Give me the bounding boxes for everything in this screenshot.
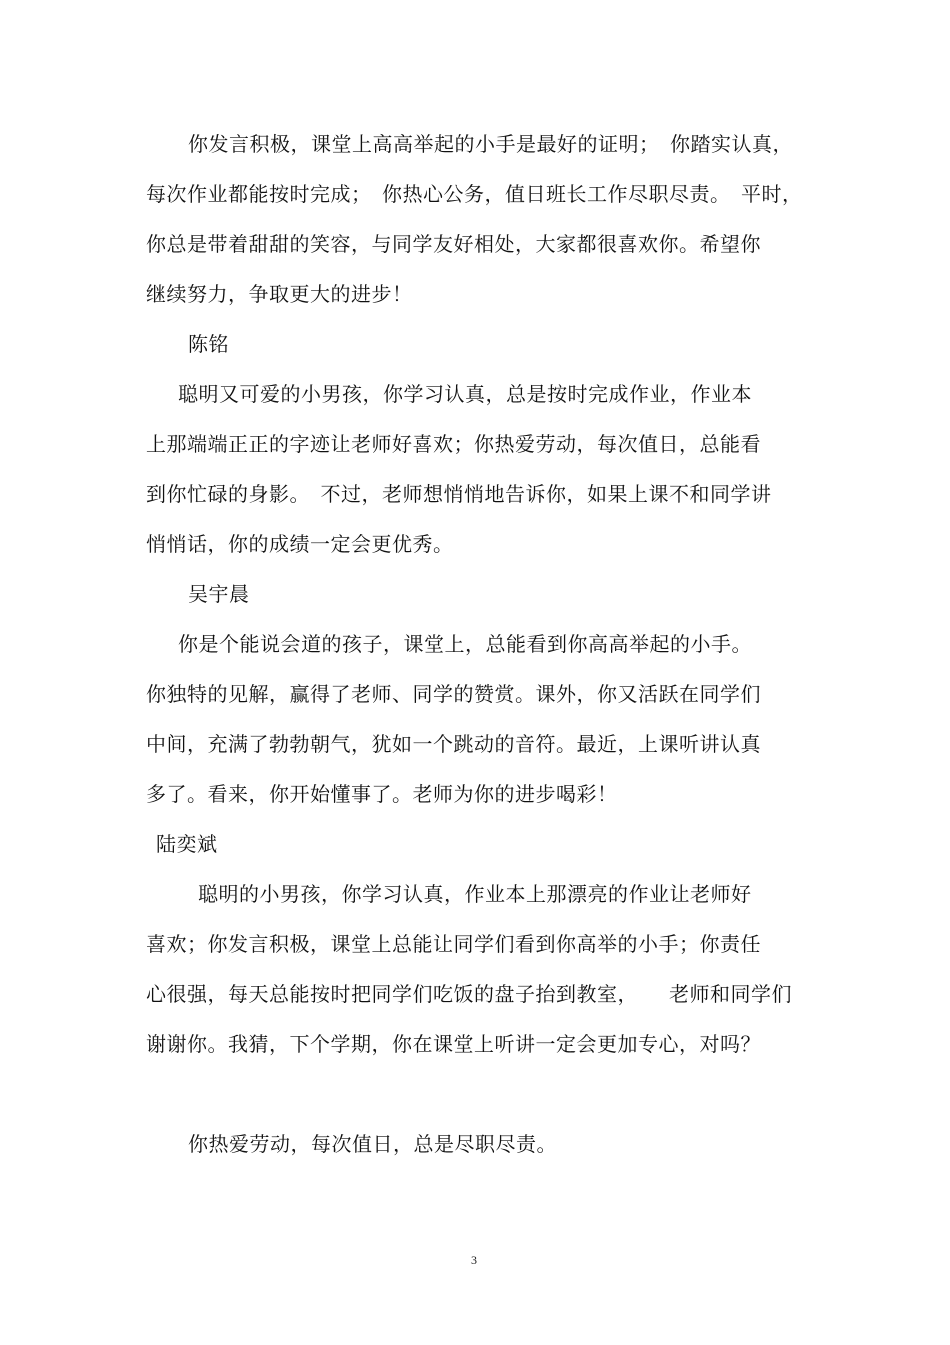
paragraph-2-line-3: 到你忙碌的身影。 不过，老师想悄悄地告诉你，如果上课不和同学讲 (146, 482, 772, 506)
paragraph-4-line-3: 心很强，每天总能按时把同学们吃饭的盘子抬到教室， 老师和同学们 (146, 982, 792, 1006)
paragraph-4-line-4: 谢谢你。我猜，下个学期，你在课堂上听讲一定会更加专心，对吗？ (146, 1032, 761, 1056)
paragraph-3-line-3: 中间，充满了勃勃朝气，犹如一个跳动的音符。最近，上课听讲认真 (146, 732, 761, 756)
paragraph-1-line-2: 每次作业都能按时完成； 你热心公务，值日班长工作尽职尽责。 平时， (146, 182, 803, 206)
paragraph-2-line-2: 上那端端正正的字迹让老师好喜欢；你热爱劳动，每次值日，总能看 (146, 432, 761, 456)
paragraph-3-line-4: 多了。看来，你开始懂事了。老师为你的进步喝彩！ (146, 782, 618, 806)
paragraph-3-line-1: 你是个能说会道的孩子，课堂上，总能看到你高高举起的小手。 (178, 632, 752, 656)
paragraph-4-line-2: 喜欢；你发言积极，课堂上总能让同学们看到你高举的小手；你责任 (146, 932, 761, 956)
paragraph-5-line-1: 你热爱劳动，每次值日，总是尽职尽责。 (188, 1132, 557, 1156)
paragraph-3-line-2: 你独特的见解，赢得了老师、同学的赞赏。课外，你又活跃在同学们 (146, 682, 761, 706)
paragraph-2-line-1: 聪明又可爱的小男孩，你学习认真，总是按时完成作业，作业本 (178, 382, 752, 406)
paragraph-1-line-3: 你总是带着甜甜的笑容，与同学友好相处，大家都很喜欢你。希望你 (146, 232, 761, 256)
paragraph-1-line-1: 你发言积极，课堂上高高举起的小手是最好的证明； 你踏实认真， (188, 132, 793, 156)
student-name-2: 吴宇晨 (188, 582, 250, 606)
student-name-3: 陆奕斌 (156, 832, 218, 856)
paragraph-4-line-1: 聪明的小男孩，你学习认真，作业本上那漂亮的作业让老师好 (198, 882, 752, 906)
paragraph-1-line-4: 继续努力，争取更大的进步！ (146, 282, 413, 306)
student-name-1: 陈铭 (188, 332, 229, 356)
page-number: 3 (471, 1253, 477, 1267)
paragraph-2-line-4: 悄悄话，你的成绩一定会更优秀。 (146, 532, 454, 556)
